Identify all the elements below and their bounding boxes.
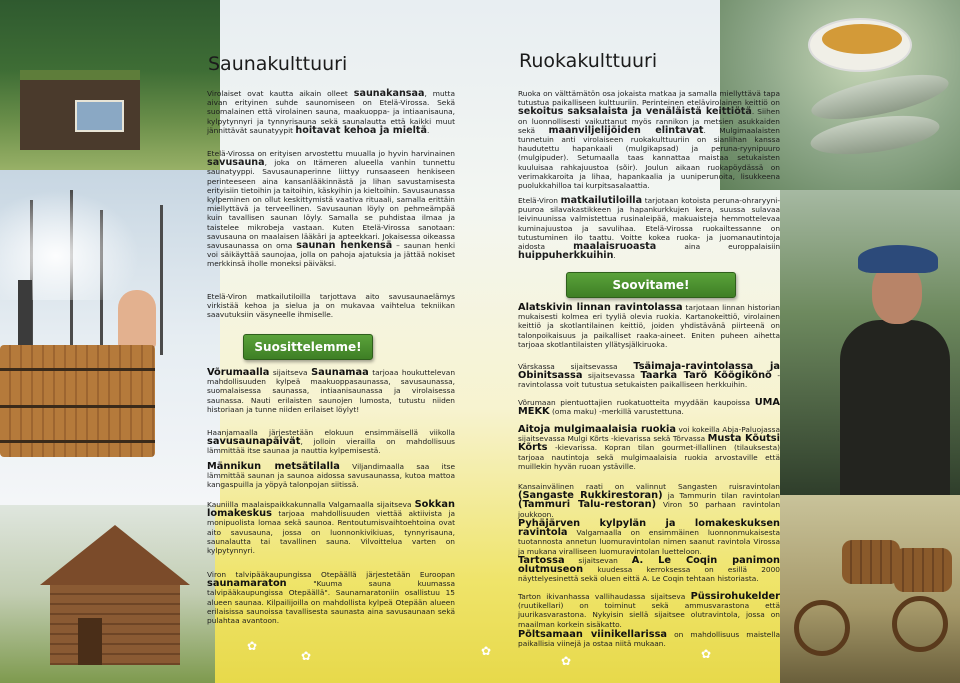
recommendation-mulgi: Aitoja mulgimaalaisia ruokia voi kokeilla Abja-Paluojassa sijaitsevassa Mulgi Kõrts -kievarissa sekä Tõrvassa Musta Kõutsi Kõrts -kievarissa. Kopran tilan gourmet-illallinen (tilauksesta) tarjoaa nautintoja sekä mulgimaalaisia ruokia arvostaville että muillekin hyvän ruoan ystäville. — [518, 424, 781, 471]
tub-band — [0, 440, 155, 443]
barrel — [894, 548, 952, 592]
recommendation-otepaa: Viron talvipääkaupungissa Otepäällä järjestetään Euroopan saunamaraton "Kuuma sauna kuumassa talvipääkaupungissa Otepäällä". Saunamaratoniin osallistuu 15 alueen saunaa. Kilpailijoilla on mahdollista kylpeä Otepään alueen erilaisissa saunoissa tavallisesta saunasta aina savusaunaan sekä pulahtaa avantoon. — [207, 570, 455, 626]
saunakulttuuri-title: Saunakulttuuri — [208, 53, 348, 75]
bather — [118, 290, 156, 348]
recommendation-haanjamaa: Haanjamaalla järjestetään elokuun ensimmäisellä viikolla savusaunapäivät, jolloin vierailla on mahdollisuus lämmittää itse saunaa ja nauttia kylpemisestä. — [207, 428, 455, 456]
sauna-experience-paragraph: Etelä-Viron matkailutiloilla tarjottava aito savusaunaelämys virkistää kehoa ja sielua ja on mukavaa vaihtelua tekniikan saavutuksiin väsyneelle ihmiselle. — [207, 292, 455, 320]
flower-icon: ✿ — [480, 644, 492, 658]
ruokakulttuuri-title: Ruokakulttuuri — [519, 50, 658, 72]
fisherman-hat — [858, 245, 938, 273]
flower-icon: ✿ — [700, 647, 712, 661]
barrel — [842, 540, 900, 584]
recommendation-saunamaa: Võrumaalla sijaitseva Saunamaa tarjoaa houkuttelevan mahdollisuuden kylpeä maakuoppasaunassa, savusaunassa, suomalaisessa saunassa, intiaanisaunassa ja virolaisessa saunassa. Nauti erilaisten saunojen lumosta, tutustu niiden historiaan ja tunne niiden erilaiset löylyt! — [207, 367, 455, 414]
recommendation-pussirohukelder: Tarton ikivanhassa vallihaudassa sijaitseva Püssirohukelder (ruutikellari) on toiminut sekä ammusvarastona että juurikasvarastona. Nykyisin siellä sijaitsee olutravintola, jossa on maailman korkein sisäkatto. — [518, 591, 780, 629]
sauna-window — [75, 100, 124, 132]
tree — [160, 205, 163, 355]
recommendation-sangaste: Kansainvälinen raati on valinnut Sangasten ruisravintolan (Sangaste Rukkirestoran) ja Tammurin tilan ravintolan (Tammuri Talu-restoran) Viron 50 parhaan ravintolan joukkoon. — [518, 482, 781, 519]
fisherman-body — [840, 320, 950, 495]
cabin-body — [50, 585, 180, 665]
flower-icon: ✿ — [560, 654, 572, 668]
farm-food-paragraph: Etelä-Viron matkailutiloilla tarjotaan kotoista peruna-ohraryyni-puuroa silavakastikkeen ja hapankurkkujen kera, suussa sulavaa leivinuunissa valmistettua rusinaleipää, makuaisteja hemmottelevaa kuminajuustoa ja savulihaa. Etelä-Virossa ruokailtessanne on tutustuminen ilo taattu. Voitte kokea ruoka- ja juomanautintoja aidosta maalaisruoasta aina europpalaisiin huippuherkkuihin. — [518, 195, 780, 262]
recommendation-poltsamaa: Põltsamaan viinikellarissa on mahdollisuus maistella paikallisia viinejä ja ostaa niitä mukaan. — [518, 629, 780, 649]
cabin-door — [78, 618, 102, 665]
sauna-intro-paragraph: Virolaiset ovat kautta aikain olleet saunakansaa, mutta aivan erityinen suhde saunomiseen on Etelä-Virossa. Sekä suomalainen että virolainen sauna, maakuoppa- ja intiaanisauna, kylpytynnyri ja tynnyrisauna sekä saunalautta että kaikki muut jännittävät saunatyypit hoitavat kehoa ja mieltä. — [207, 88, 455, 136]
recommendation-alatskivi: Alatskivin linnan ravintolassa tarjotaan linnan historian mukaisesti kolmea eri tyyliä olevia ruokia. Kartanokeittiö, virolainen keittiö ja skotlantilainen keittiö, joiden yhdistävänä piirteenä on talonpoikaisuus ja paikalliset raaka-aineet. Eniten puheen aihetta tarjoaa skotlantilaisten yllätysjälkiruoka. — [518, 302, 780, 349]
food-intro-paragraph: Ruoka on välttämätön osa jokaista matkaa ja samalla miellyttävä tapa tutustua paikalliseen kulttuuriin. Perinteinen etelävirolainen keittiö on sekoitus saksalaista ja venäläistä keittiötä. Siihen on luonnollisesti vaikuttanut myös rannikon ja metsien asukkaiden sekä maanviljelijöiden elintavat. Mulgimaalaisten tunnetuin anti virolaiseen ruokakulttuuriin on sianlihan kanssa haudutettu hapankaali (mulgikapsad) ja peruna-ryynipuuro (mulgipuder). Setumaalla taas kannattaa maistaa setukaisten kuuluisaa rahkajuustoa (sõir). Joulun aikaan ruokapöydässä on verimakkaroita ja lihaa, hapankaalia ja uuniperunoita, lisukkeena puolukkahilloa tai kurpitsasalaattia. — [518, 89, 780, 191]
recommendation-sokka: Kauniilla maalaispaikkakunnalla Valgamaalla sijaitseva Sokkan lomakeskus tarjoaa mahdollisuuden viettää aktiivista ja monipuolista lomaa sekä saunoa. Rentoutumisvaihtoehtoina ovat aito savusauna, jossa on luonnonkivikiuas, tynnyrisauna, saunalautta tai tavallinen sauna. Vilvoittelua varten on kylpytynnyri. — [207, 499, 455, 556]
recommendation-le-coq: Tartossa sijaitsevan A. Le Coqin panimon olutmuseon kuudessa kerroksessa on esillä 2000 näyttelyesinettä sekä oluen eittä A. Le Coqin tehtaan historiasta. — [518, 555, 780, 584]
cart-wheel — [892, 596, 948, 652]
suosittelemme-banner: Suosittelemme! — [243, 334, 373, 360]
recommendation-uma-mekk: Võrumaan pientuottajien ruokatuotteita myydään kaupoissa UMA MEKK (oma maku) -merkillä varustettuna. — [518, 397, 780, 418]
soup — [822, 24, 902, 54]
tub-band — [0, 368, 155, 371]
flower-icon: ✿ — [246, 639, 258, 653]
recommendation-tsaimaja: Värskassa sijaitsevassa Tsäimaja-ravintolassa ja Obinitsassa sijaitsevassa Taarka Tarõ Kõõgikõnõ -ravintolassa voit tutustua setukaisten paikalliseen herkkuihin. — [518, 361, 780, 390]
recommendation-pyhajarvi: Pyhäjärven kylpylän ja lomakeskuksen ravintola Valgamaalla on ensimmäinen luonnonmukaisesta tuotannosta annetun luomuravintolan nimen saanut ravintola Virossa ja mukana viralliseen luomuravintolan luetteloon. — [518, 518, 780, 556]
soovitame-banner: Soovitame! — [566, 272, 736, 298]
recommendation-mannikun: Männikun metsätilalla Viljandimaalla saa itse lämmittää saunan ja saunoa aidossa savusaunassa, kutoa mattoa kangaspuilla ja yöpyä talonpojan siitissä. — [207, 461, 455, 490]
savusauna-paragraph: Etelä-Virossa on erityisen arvostettu muualla jo hyvin harvinainen savusauna, joka on Itämeren alueella vanhin tunnettu saunatyyppi. Savusaunaperinne liittyy runsaaseen henkiseen perinteeseen aina kansanlääkinnästä ja lihan savustamisesta erityisiin tietoihin ja taitoihin, käskyihin ja kieltoihin. Savusaunassa kylpeminen on ollut keskittymistä vaativa rituaali, samalla erittäin miellyttävä ja terveellinen. Savusaunan löyly on pehmeämpää kuin tavallisen saunan löyly. Samalla se puhdistaa ilmaa ja taistelee mikrobeja vastaan. Kuten Etelä-Virossa sanotaan: savusauna on maalaisen lääkäri ja apteekkari. Jokaisessa oikeassa savusaunassa on oma saunan henkensä – saunan henki voi säikäyttää saunojaa, jolla on pahoja ajatuksia ja jättää nokiset merkkinsä iholle moneksi päiväksi. — [207, 149, 456, 269]
flower-icon: ✿ — [300, 649, 312, 663]
cart-wheel — [794, 600, 850, 656]
tub-band — [0, 405, 155, 408]
